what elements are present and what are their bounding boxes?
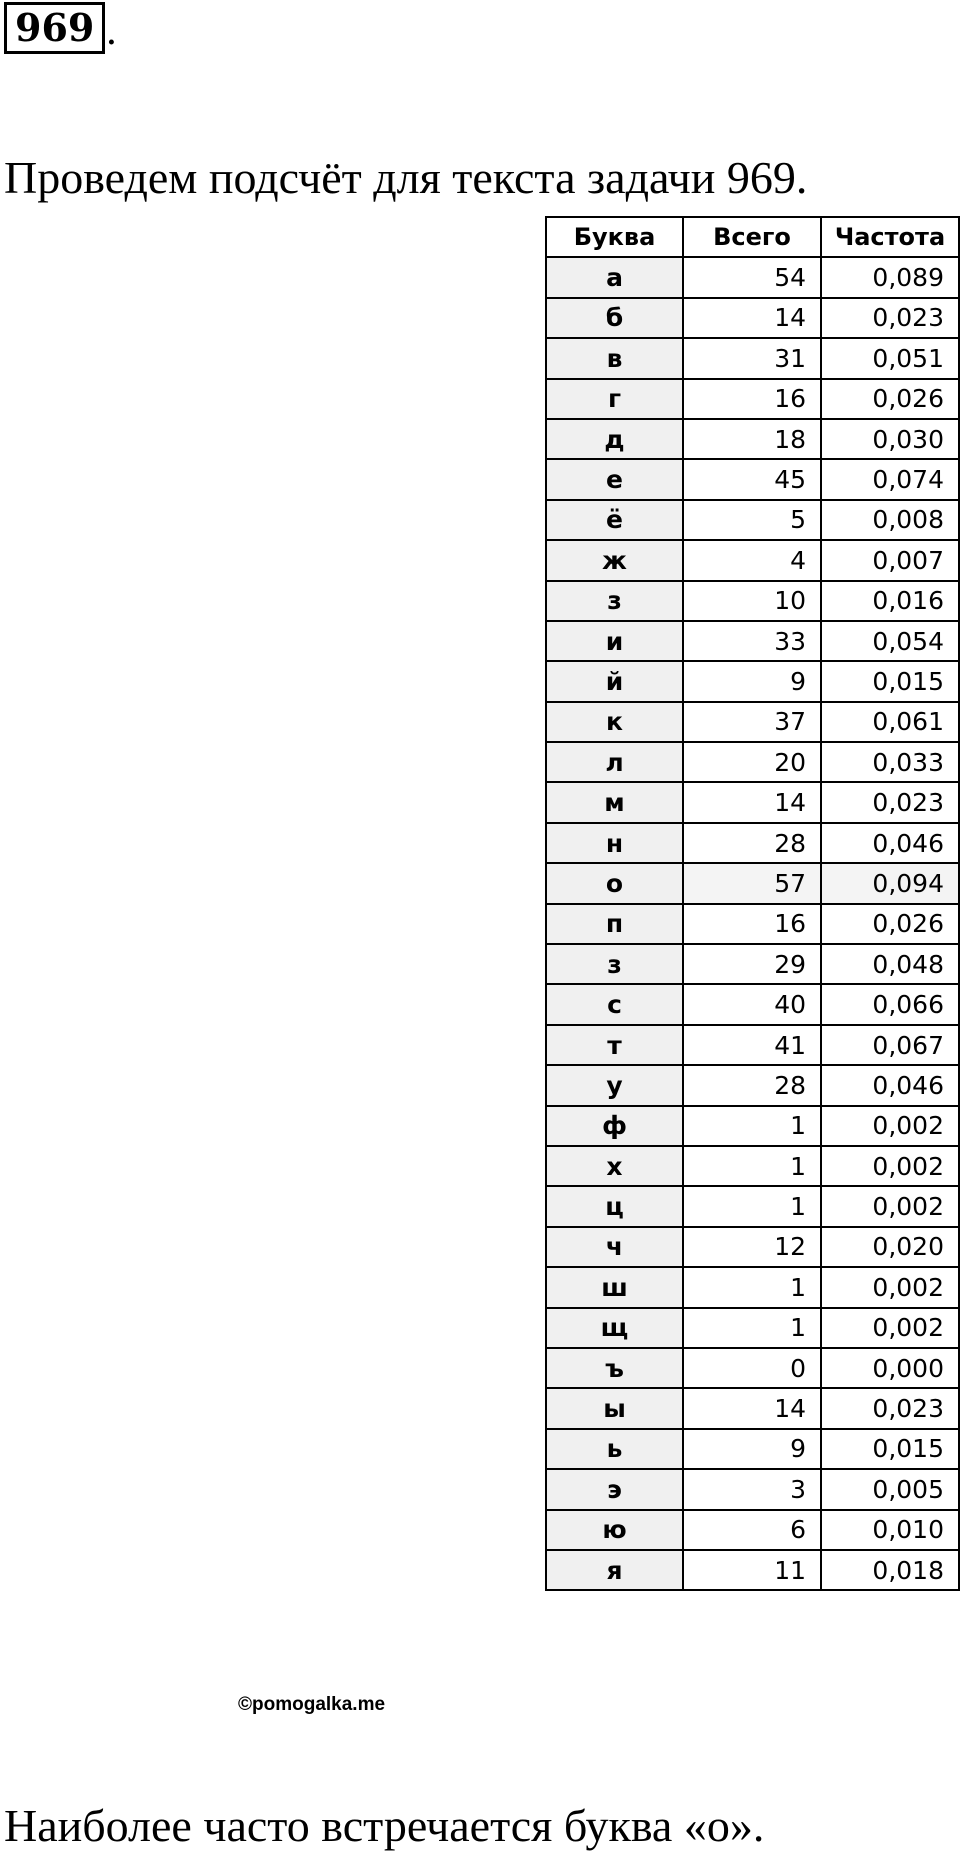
table-body: [546, 257, 959, 1590]
letter-cell: э: [546, 1469, 683, 1509]
total-cell: 1: [683, 1186, 821, 1226]
frequency-cell: 0,002: [821, 1106, 959, 1146]
total-cell: 9: [683, 661, 821, 701]
letter-cell: г: [546, 379, 683, 419]
table-row: [546, 944, 959, 984]
letter-cell: и: [546, 621, 683, 661]
frequency-cell: 0,000: [821, 1348, 959, 1388]
table-row: [546, 863, 959, 903]
table-row: [546, 1348, 959, 1388]
table-row: [546, 1429, 959, 1469]
frequency-cell: 0,046: [821, 823, 959, 863]
table-row: [546, 904, 959, 944]
frequency-cell: 0,007: [821, 540, 959, 580]
frequency-cell: 0,074: [821, 459, 959, 499]
letter-cell: ч: [546, 1227, 683, 1267]
total-cell: 16: [683, 379, 821, 419]
letter-cell: б: [546, 298, 683, 338]
table-row: [546, 1510, 959, 1550]
total-cell: 9: [683, 1429, 821, 1469]
total-cell: 1: [683, 1146, 821, 1186]
frequency-cell: 0,061: [821, 702, 959, 742]
letter-cell: п: [546, 904, 683, 944]
total-cell: 4: [683, 540, 821, 580]
frequency-cell: 0,023: [821, 298, 959, 338]
task-number-suffix: .: [105, 9, 118, 53]
frequency-cell: 0,002: [821, 1308, 959, 1348]
letter-cell: д: [546, 419, 683, 459]
frequency-cell: 0,002: [821, 1267, 959, 1307]
total-cell: 33: [683, 621, 821, 661]
frequency-cell: 0,010: [821, 1510, 959, 1550]
letter-cell: н: [546, 823, 683, 863]
header-total: Всего: [683, 217, 821, 257]
frequency-cell: 0,094: [821, 863, 959, 903]
frequency-cell: 0,005: [821, 1469, 959, 1509]
letter-cell: щ: [546, 1308, 683, 1348]
total-cell: 29: [683, 944, 821, 984]
letter-cell: з: [546, 581, 683, 621]
table-row: [546, 661, 959, 701]
letter-cell: ю: [546, 1510, 683, 1550]
table-row: [546, 1025, 959, 1065]
frequency-cell: 0,020: [821, 1227, 959, 1267]
total-cell: 45: [683, 459, 821, 499]
total-cell: 20: [683, 742, 821, 782]
letter-cell: з: [546, 944, 683, 984]
total-cell: 1: [683, 1106, 821, 1146]
table-row: [546, 338, 959, 378]
letter-cell: с: [546, 984, 683, 1024]
table-row: [546, 1227, 959, 1267]
task-number-badge: [4, 4, 117, 54]
total-cell: 6: [683, 1510, 821, 1550]
watermark: ©pomogalka.me: [238, 1694, 386, 1715]
table-row: [546, 419, 959, 459]
table-row: [546, 379, 959, 419]
total-cell: 0: [683, 1348, 821, 1388]
letter-cell: ы: [546, 1388, 683, 1428]
frequency-cell: 0,033: [821, 742, 959, 782]
frequency-cell: 0,023: [821, 1388, 959, 1428]
letter-cell: ж: [546, 540, 683, 580]
total-cell: 10: [683, 581, 821, 621]
table-header-row: [546, 217, 959, 257]
table-row: [546, 1146, 959, 1186]
table-row: [546, 1469, 959, 1509]
letter-cell: ц: [546, 1186, 683, 1226]
letter-cell: в: [546, 338, 683, 378]
total-cell: 28: [683, 1065, 821, 1105]
task-number: 969: [4, 2, 105, 54]
frequency-cell: 0,018: [821, 1550, 959, 1590]
letter-cell: я: [546, 1550, 683, 1590]
table-row: [546, 257, 959, 297]
total-cell: 1: [683, 1267, 821, 1307]
total-cell: 16: [683, 904, 821, 944]
total-cell: 14: [683, 1388, 821, 1428]
frequency-cell: 0,030: [821, 419, 959, 459]
table-row: [546, 1308, 959, 1348]
table-row: [546, 823, 959, 863]
total-cell: 11: [683, 1550, 821, 1590]
letter-cell: ф: [546, 1106, 683, 1146]
conclusion-text: Наиболее часто встречается буква «о».: [4, 1800, 765, 1851]
frequency-cell: 0,046: [821, 1065, 959, 1105]
frequency-cell: 0,002: [821, 1186, 959, 1226]
table-row: [546, 540, 959, 580]
total-cell: 40: [683, 984, 821, 1024]
frequency-cell: 0,089: [821, 257, 959, 297]
letter-cell: ъ: [546, 1348, 683, 1388]
frequency-cell: 0,008: [821, 500, 959, 540]
total-cell: 37: [683, 702, 821, 742]
total-cell: 41: [683, 1025, 821, 1065]
total-cell: 1: [683, 1308, 821, 1348]
total-cell: 31: [683, 338, 821, 378]
letter-cell: л: [546, 742, 683, 782]
header-letter: Буква: [546, 217, 683, 257]
letter-cell: ш: [546, 1267, 683, 1307]
letter-cell: м: [546, 782, 683, 822]
table-row: [546, 702, 959, 742]
total-cell: 3: [683, 1469, 821, 1509]
table-row: [546, 1267, 959, 1307]
frequency-cell: 0,066: [821, 984, 959, 1024]
letter-cell: й: [546, 661, 683, 701]
letter-cell: а: [546, 257, 683, 297]
total-cell: 57: [683, 863, 821, 903]
table-row: [546, 500, 959, 540]
letter-cell: ё: [546, 500, 683, 540]
total-cell: 54: [683, 257, 821, 297]
table-row: [546, 621, 959, 661]
frequency-cell: 0,015: [821, 661, 959, 701]
total-cell: 12: [683, 1227, 821, 1267]
total-cell: 18: [683, 419, 821, 459]
frequency-cell: 0,067: [821, 1025, 959, 1065]
frequency-cell: 0,026: [821, 904, 959, 944]
total-cell: 5: [683, 500, 821, 540]
table-row: [546, 742, 959, 782]
letter-cell: о: [546, 863, 683, 903]
table-row: [546, 984, 959, 1024]
table-row: [546, 1065, 959, 1105]
table-row: [546, 1186, 959, 1226]
table-row: [546, 782, 959, 822]
total-cell: 14: [683, 782, 821, 822]
frequency-cell: 0,048: [821, 944, 959, 984]
total-cell: 14: [683, 298, 821, 338]
letter-frequency-table: [545, 216, 960, 1591]
letter-cell: е: [546, 459, 683, 499]
table-row: [546, 1550, 959, 1590]
table-row: [546, 459, 959, 499]
header-frequency: Частота: [821, 217, 959, 257]
letter-cell: ь: [546, 1429, 683, 1469]
table-row: [546, 298, 959, 338]
letter-cell: к: [546, 702, 683, 742]
intro-text: Проведем подсчёт для текста задачи 969.: [4, 152, 808, 203]
frequency-cell: 0,054: [821, 621, 959, 661]
frequency-cell: 0,051: [821, 338, 959, 378]
table-row: [546, 581, 959, 621]
letter-cell: у: [546, 1065, 683, 1105]
letter-cell: х: [546, 1146, 683, 1186]
table-row: [546, 1388, 959, 1428]
frequency-cell: 0,023: [821, 782, 959, 822]
total-cell: 28: [683, 823, 821, 863]
letter-cell: т: [546, 1025, 683, 1065]
frequency-cell: 0,016: [821, 581, 959, 621]
frequency-cell: 0,002: [821, 1146, 959, 1186]
frequency-cell: 0,026: [821, 379, 959, 419]
table-row: [546, 1106, 959, 1146]
frequency-cell: 0,015: [821, 1429, 959, 1469]
